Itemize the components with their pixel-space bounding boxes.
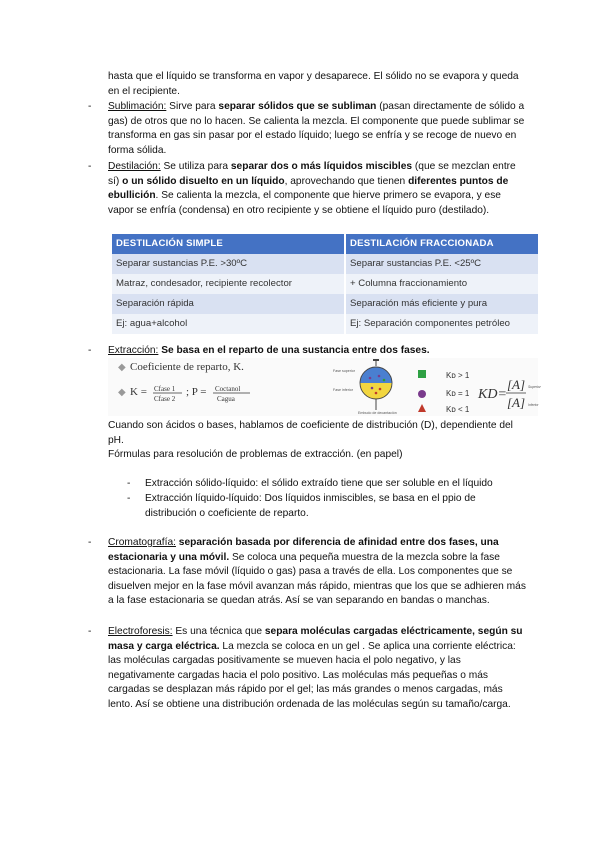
item-destilacion bbox=[108, 160, 526, 218]
destilacion-bold-2: o un sólido disuelto en un líquido bbox=[122, 175, 285, 187]
continuation-text: hasta que el líquido se transforma en vapor y desaparece. El sólido no se evapora y queda en el recipiente. bbox=[108, 71, 519, 97]
cromatografia-title: Cromatografía: bbox=[108, 537, 176, 548]
p-denominator: Cagua bbox=[217, 395, 235, 403]
bullet-dash: - bbox=[88, 537, 92, 548]
sublimacion-title: Sublimación: bbox=[108, 101, 167, 112]
coef-label: Coeficiente de reparto, K. bbox=[130, 361, 244, 373]
electroforesis-text-1: La mezcla se coloca en un gel . Se aplica una corriente eléctrica: las moléculas cargadas positivamente se mueven hacia el polo negativo, y las negativamente cargadas hacia el polo positivo. Las moléculas más pequeñas o más cargadas se desplazan más rápido por el gel; las más grandes o menos cargadas, más lento. Así se obtiene una distribución ordenada de las moléculas según su tamaño/carga. bbox=[108, 640, 516, 710]
funnel-top-label: Fase superior bbox=[333, 369, 355, 373]
square-green-icon bbox=[418, 370, 426, 378]
electroforesis-bold-1: separa moléculas cargadas eléctricamente, según su masa y carga eléctrica. bbox=[108, 626, 523, 652]
paragraph-formulas bbox=[108, 448, 526, 463]
funnel-bottom-label: Embudo de decantación bbox=[358, 411, 397, 415]
item-extraccion bbox=[108, 344, 526, 359]
cromatografia-bold-1: separación basada por diferencia de afinidad entre dos fases, una estacionaria y una móvil. bbox=[108, 537, 499, 563]
extraccion-title: Extracción: bbox=[108, 345, 159, 356]
destilacion-bold-3: diferentes puntos de ebullición bbox=[108, 175, 509, 202]
kd-equal-label: Kᴅ = 1 bbox=[446, 389, 470, 398]
sub-bullet-dash: - bbox=[127, 478, 131, 489]
table-cell: Ej: agua+alcohol bbox=[112, 314, 345, 334]
table-cell: Separar sustancias P.E. <25ºC bbox=[345, 254, 538, 274]
bullet-diamond: ◆ bbox=[118, 387, 126, 398]
bullet-dash: - bbox=[88, 626, 92, 637]
table-cell: Ej: Separación componentes petróleo bbox=[345, 314, 538, 334]
extraccion-bold-1: Se basa en el reparto de una sustancia entre dos fases. bbox=[158, 345, 430, 356]
table-cell: Separación más eficiente y pura bbox=[345, 294, 538, 314]
k-equation: K = bbox=[130, 386, 147, 398]
sub-bullet-dash: - bbox=[127, 493, 131, 504]
cromatografia-text-1: Se coloca una pequeña muestra de la mezcla sobre la fase estacionaria. La fase móvil (líquido o gas) pasa a través de ella. Los componentes que se disuelven mejor en la fase móvil avanzan más rápido, mientras que los que se adhieren más a la fase estacionaria se quedan atrás. Así se van separando en bandas o manchas. bbox=[108, 551, 526, 607]
table-header-cell: DESTILACIÓN SIMPLE bbox=[112, 234, 345, 254]
kd-formula: KD= bbox=[478, 387, 507, 402]
table-row bbox=[112, 294, 538, 314]
sublimacion-text-2: (pasan directamente de sólido a gas) de otros que no lo hacen. Se calienta la mezcla. El componente que puede sublimar se transforma en gas sin pasar por el estado líquido; luego se enfría y se recoge de nuevo en forma sólida. bbox=[108, 101, 525, 156]
extraccion-figure bbox=[108, 358, 541, 416]
formulas-text: Fórmulas para resolución de problemas de extracción. (en papel) bbox=[108, 449, 403, 460]
sublimacion-bold-1: separar sólidos que se subliman bbox=[218, 101, 377, 112]
sub-item-solido-liquido bbox=[145, 477, 525, 492]
circle-purple-icon bbox=[418, 390, 426, 398]
table-row bbox=[112, 254, 538, 274]
sub-item-text: Extracción sólido-líquido: el sólido extraído tiene que ser soluble en el líquido bbox=[145, 478, 493, 489]
item-cromatografia bbox=[108, 536, 526, 609]
acidos-text: Cuando son ácidos o bases, hablamos de coeficiente de distribución (D), dependiente del pH. bbox=[108, 420, 513, 446]
sub-item-liquido-liquido bbox=[145, 492, 525, 521]
kd-denominator: [A] bbox=[507, 395, 526, 410]
bullet-dash: - bbox=[88, 345, 92, 356]
funnel-mid-label: Fase inferior bbox=[333, 388, 353, 392]
destilacion-text-1: Se utiliza para bbox=[160, 161, 231, 172]
p-numerator: Coctanol bbox=[215, 385, 241, 393]
table-cell: Separar sustancias P.E. >30ºC bbox=[112, 254, 345, 274]
destilacion-title: Destilación: bbox=[108, 161, 161, 172]
k-numerator: Cfase 1 bbox=[154, 385, 176, 393]
bullet-dash: - bbox=[88, 161, 92, 172]
kd-less-label: Kᴅ < 1 bbox=[446, 405, 470, 414]
table-cell: Matraz, condesador, recipiente recolector bbox=[112, 274, 345, 294]
table-header-row bbox=[112, 234, 538, 254]
bullet-dash: - bbox=[88, 101, 92, 112]
table-row bbox=[112, 314, 538, 334]
table-row bbox=[112, 274, 538, 294]
table-cell: Separación rápida bbox=[112, 294, 345, 314]
electroforesis-title: Electroforesis: bbox=[108, 626, 173, 637]
kd-numerator: [A] bbox=[507, 377, 526, 392]
destilacion-table bbox=[112, 234, 538, 334]
k-denominator: Cfase 2 bbox=[154, 395, 176, 403]
destilacion-text-3: , aprovechando que tienen bbox=[284, 175, 409, 187]
electroforesis-text-0: Es una técnica que bbox=[172, 626, 265, 637]
sub-item-text: Extracción líquido-líquido: Dos líquidos inmiscibles, se basa en el ppio de distribución o coeficiente de reparto. bbox=[145, 493, 476, 519]
destilacion-bold-1: separar dos o más líquidos miscibles bbox=[230, 161, 413, 172]
table-cell: + Columna fraccionamiento bbox=[345, 274, 538, 294]
kd-den-sublabel: Inferior bbox=[528, 403, 539, 407]
item-electroforesis bbox=[108, 625, 526, 713]
destilacion-text-2: (que se mezclan entre sí) bbox=[108, 161, 516, 187]
item-sublimacion bbox=[108, 100, 526, 158]
destilacion-text-4: . Se calienta la mezcla, el componente que hierve primero se evapora, y ese vapor se enfría (condensa) en otro recipiente y se obtiene el líquido puro (destilado). bbox=[108, 190, 501, 216]
bullet-diamond: ◆ bbox=[118, 362, 126, 373]
table-header-cell: DESTILACIÓN FRACCIONADA bbox=[345, 234, 538, 254]
kd-greater-label: Kᴅ > 1 bbox=[446, 371, 470, 380]
paragraph-acidos bbox=[108, 419, 526, 448]
paragraph-continuation bbox=[108, 70, 526, 99]
p-equation: ; P = bbox=[186, 386, 207, 398]
kd-num-sublabel: Superior bbox=[528, 385, 541, 389]
sublimacion-text-1: Sirve para bbox=[166, 101, 219, 112]
